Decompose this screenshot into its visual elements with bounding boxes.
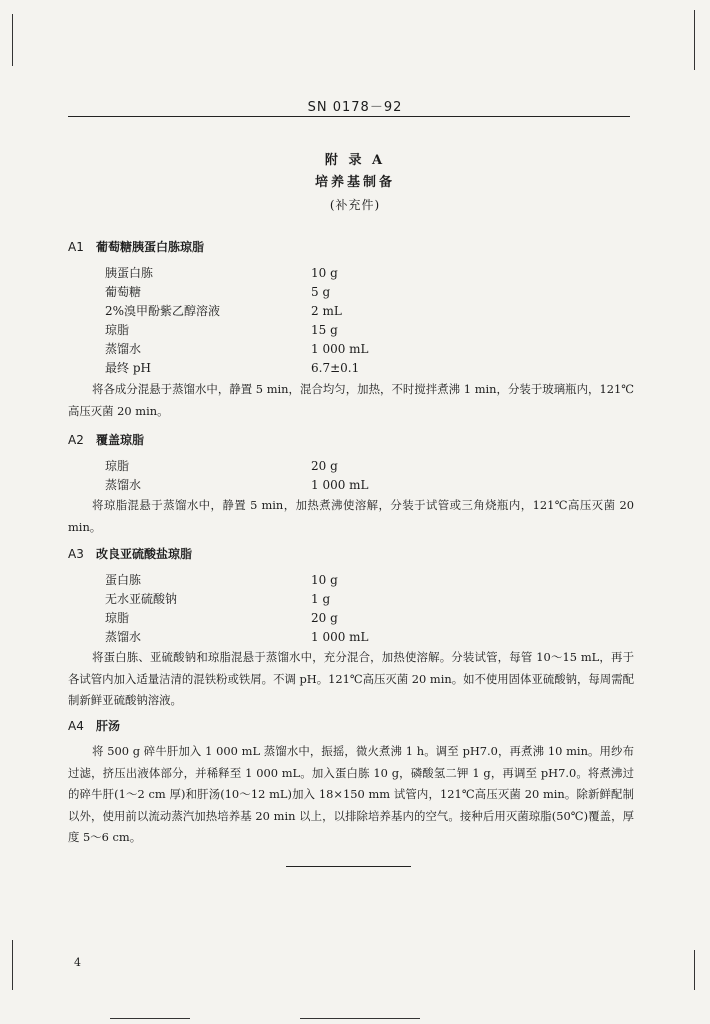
scan-edge-mark [694, 10, 695, 70]
ingredient-name: 无水亚硫酸钠 [105, 592, 178, 606]
ingredient-name: 2%溴甲酚紫乙醇溶液 [105, 304, 221, 318]
section-number: A4 [68, 719, 84, 733]
section-title: 改良亚硫酸盐琼脂 [96, 547, 193, 561]
ingredient-amount: 1 000 mL [311, 630, 369, 644]
section-title: 肝汤 [96, 719, 121, 733]
section-a3-procedure: 将蛋白胨、亚硫酸钠和琼脂混悬于蒸馏水中，充分混合，加热使溶解。分装试管，每管 10～15 mL，再于各试管内加入适量洁清的混铁粉或铁屑。不调 pH。121℃高压灭菌 20 min。如不使用固体亚硫酸钠，每周需配制新鲜亚硫酸钠溶液。 [68, 650, 634, 707]
ingredient-amount: 1 g [311, 592, 331, 606]
ingredient-name: 胰蛋白胨 [105, 266, 154, 280]
ingredient-amount: 6.7±0.1 [311, 361, 360, 375]
ingredient-name: 蛋白胨 [105, 573, 142, 587]
scan-edge-mark [300, 1018, 420, 1019]
ingredient-name: 葡萄糖 [105, 285, 142, 299]
ingredient-amount: 20 g [311, 459, 338, 473]
scan-edge-mark [694, 950, 695, 990]
ingredient-name: 琼脂 [105, 323, 130, 337]
ingredient-name: 最终 pH [105, 361, 151, 375]
appendix-title-block [0, 150, 710, 216]
section-a1-procedure: 将各成分混悬于蒸馏水中，静置 5 min，混合均匀，加热，不时搅拌煮沸 1 min，分装于玻璃瓶内，121℃高压灭菌 20 min。 [68, 382, 634, 418]
scan-edge-mark [12, 940, 13, 990]
scan-edge-mark [12, 14, 13, 66]
ingredient-name: 琼脂 [105, 459, 130, 473]
appendix-label: 附 录 A [324, 153, 386, 168]
ingredient-amount: 5 g [311, 285, 331, 299]
ingredient-name: 蒸馏水 [105, 342, 142, 356]
section-number: A2 [68, 433, 84, 447]
section-a1-heading [68, 238, 204, 255]
section-title: 葡萄糖胰蛋白胨琼脂 [96, 240, 205, 254]
appendix-title: 培养基制备 [314, 175, 395, 190]
section-title: 覆盖琼脂 [96, 433, 145, 447]
ingredient-amount: 1 000 mL [311, 342, 369, 356]
section-a2-procedure: 将琼脂混悬于蒸馏水中，静置 5 min，加热煮沸使溶解，分装于试管或三角烧瓶内，121℃高压灭菌 20 min。 [68, 498, 634, 534]
appendix-type: (补充件) [329, 198, 381, 212]
section-a2-heading [68, 431, 144, 448]
section-a3-heading [68, 545, 192, 562]
ingredient-name: 琼脂 [105, 611, 130, 625]
ingredient-amount: 10 g [311, 573, 338, 587]
closing-rule [286, 866, 411, 867]
section-number: A1 [68, 240, 84, 254]
ingredient-amount: 15 g [311, 323, 338, 337]
ingredient-amount: 10 g [311, 266, 338, 280]
header-rule [68, 116, 630, 117]
ingredient-amount: 20 g [311, 611, 338, 625]
section-number: A3 [68, 547, 84, 561]
scan-edge-mark [110, 1018, 190, 1019]
section-a4-heading [68, 717, 120, 734]
standard-code: SN 0178－92 [307, 100, 403, 115]
page-number: 4 [74, 956, 81, 969]
ingredient-name: 蒸馏水 [105, 478, 142, 492]
ingredient-amount: 1 000 mL [311, 478, 369, 492]
ingredient-amount: 2 mL [311, 304, 342, 318]
ingredient-name: 蒸馏水 [105, 630, 142, 644]
section-a4-procedure: 将 500 g 碎牛肝加入 1 000 mL 蒸馏水中，振摇，微火煮沸 1 h。调至 pH7.0，再煮沸 10 min。用纱布过滤，挤压出液体部分，并稀释至 1 000 mL。加入蛋白胨 10 g，磷酸氢二钾 1 g，再调至 pH7.0。将煮沸过的碎牛肝(1～2 cm 厚)和肝汤(10～12 mL)加入 18×150 mm 试管内，121℃高压灭菌 20 min。除新鲜配制以外，使用前以流动蒸汽加热培养基 20 min 以上，以排除培养基内的空气。接种后用灭菌琼脂(50℃)覆盖，厚度 5～6 cm。 [68, 744, 634, 844]
